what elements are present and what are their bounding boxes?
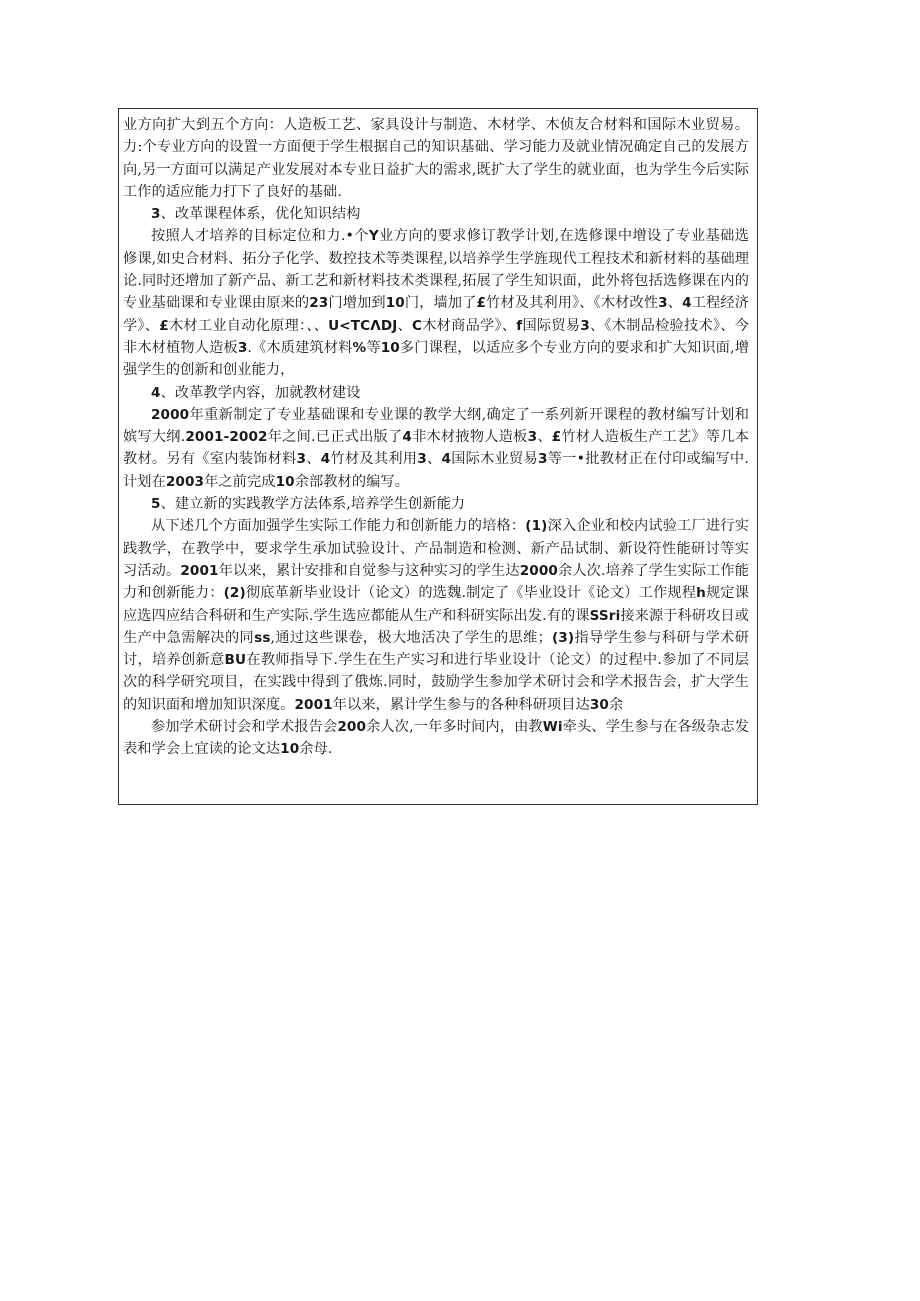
text-frame [118,108,758,805]
paragraph-practice: 从下述几个方面加强学生实际工作能力和创新能力的培格：(1)深入企业和校内试验工厂进行实践教学，在教学中，要求学生承加试验设计、产品制造和检测、新产品试制、新设符性能研讨等实习活动。2001年以来，累计安排和自觉参与这种实习的学生达2000余人次.培养了学生实际工作能力和创新能力：(2)彻底革新毕业设计（论文）的选魏.制定了《毕业设计《论文）工作规程h规定课应选四应结合科研和生产实际.学生选应都能从生产和科研实际出发.有的课SSri接来源于科研攻日或生产中急需解决的同ss,通过这些课卷，极大地活决了学生的思维；(3)指导学生参与科研与学术研讨，培养创新意BU在教师指导下.学生在生产实习和进行毕业设计（论文）的过程中.参加了不同层次的科学研究项目，在实践中得到了俄炼.同时，鼓励学生参加学术研讨会和学术报告会，扩大学生的知识面和增加知识深度。2001年以来，累计学生参与的各种科研项目达30余 [123,518,750,713]
paragraph-textbooks: 2000年重新制定了专业基础课和专业课的教学大纲,确定了一系列新开课程的教材编写计划和嫔写大纲.2001-2002年之间.已正式出版了4非木材掖物人造板3、£竹材人造板生产工艺》等几本教材。另有《室内装饰材料3、4竹材及其利用3、4国际木业贸易3等一•批教材正在付印或编写中.计划在2003年之前完成10余部教材的编写。 [123,406,749,490]
section-heading-4: 4、改革教学内容，加就教材建设 [151,384,361,401]
paragraph-academic: 参加学术研讨会和学术报告会200余人次,一年多时间内，由教Wi牵头、学生参与在各级杂志发表和学会上宜读的论文达10余母. [123,719,749,758]
section-heading-5: 5、建立新的实践教学方法体系,培养学生创新能力 [151,496,466,513]
paragraph-1: 业方向扩大到五个方向：人造板工艺、家具设计与制造、木材学、木侦友合材料和国际木业贸易。力:个专业方向的设置一方面便于学生根据自己的知识基础、学习能力及就业情况确定自己的发展方向,另一方面可以满足产业发展对本专业日益扩大的需求,既扩大了学生的就业面，也为学生今后实际工作的适应能力打下了良好的基础. [123,117,749,200]
section-heading-3: 3、改革课程体系，优化知识结构 [151,206,361,223]
paragraph-curriculum: 按照人才培养的目标定位和力.•个Y业方向的要求修订教学计划,在选修课中增设了专业基础选修课,如史合材料、拓分子化学、数控技术等类课程,以培养学生学旌现代工程技术和新材料的基础理论.同时还增加了新产品、新工艺和新材料技术类课程,拓展了学生知识面，此外将包括选修课在内的专业基础课和专业课由原来的23门增加到10门，墙加了£竹材及其利用》、《木材改性3、4工程经济学》、£木材工业自动化原理：、、U<TCΛDJ、C木材商品学》、f国际贸易3、《木制品检验技术》、今非木材植物人造板3.《木质建筑材料%等10多门课程，以适应多个专业方向的要求和扩大知识面,增强学生的创新和创业能力， [123,228,749,379]
